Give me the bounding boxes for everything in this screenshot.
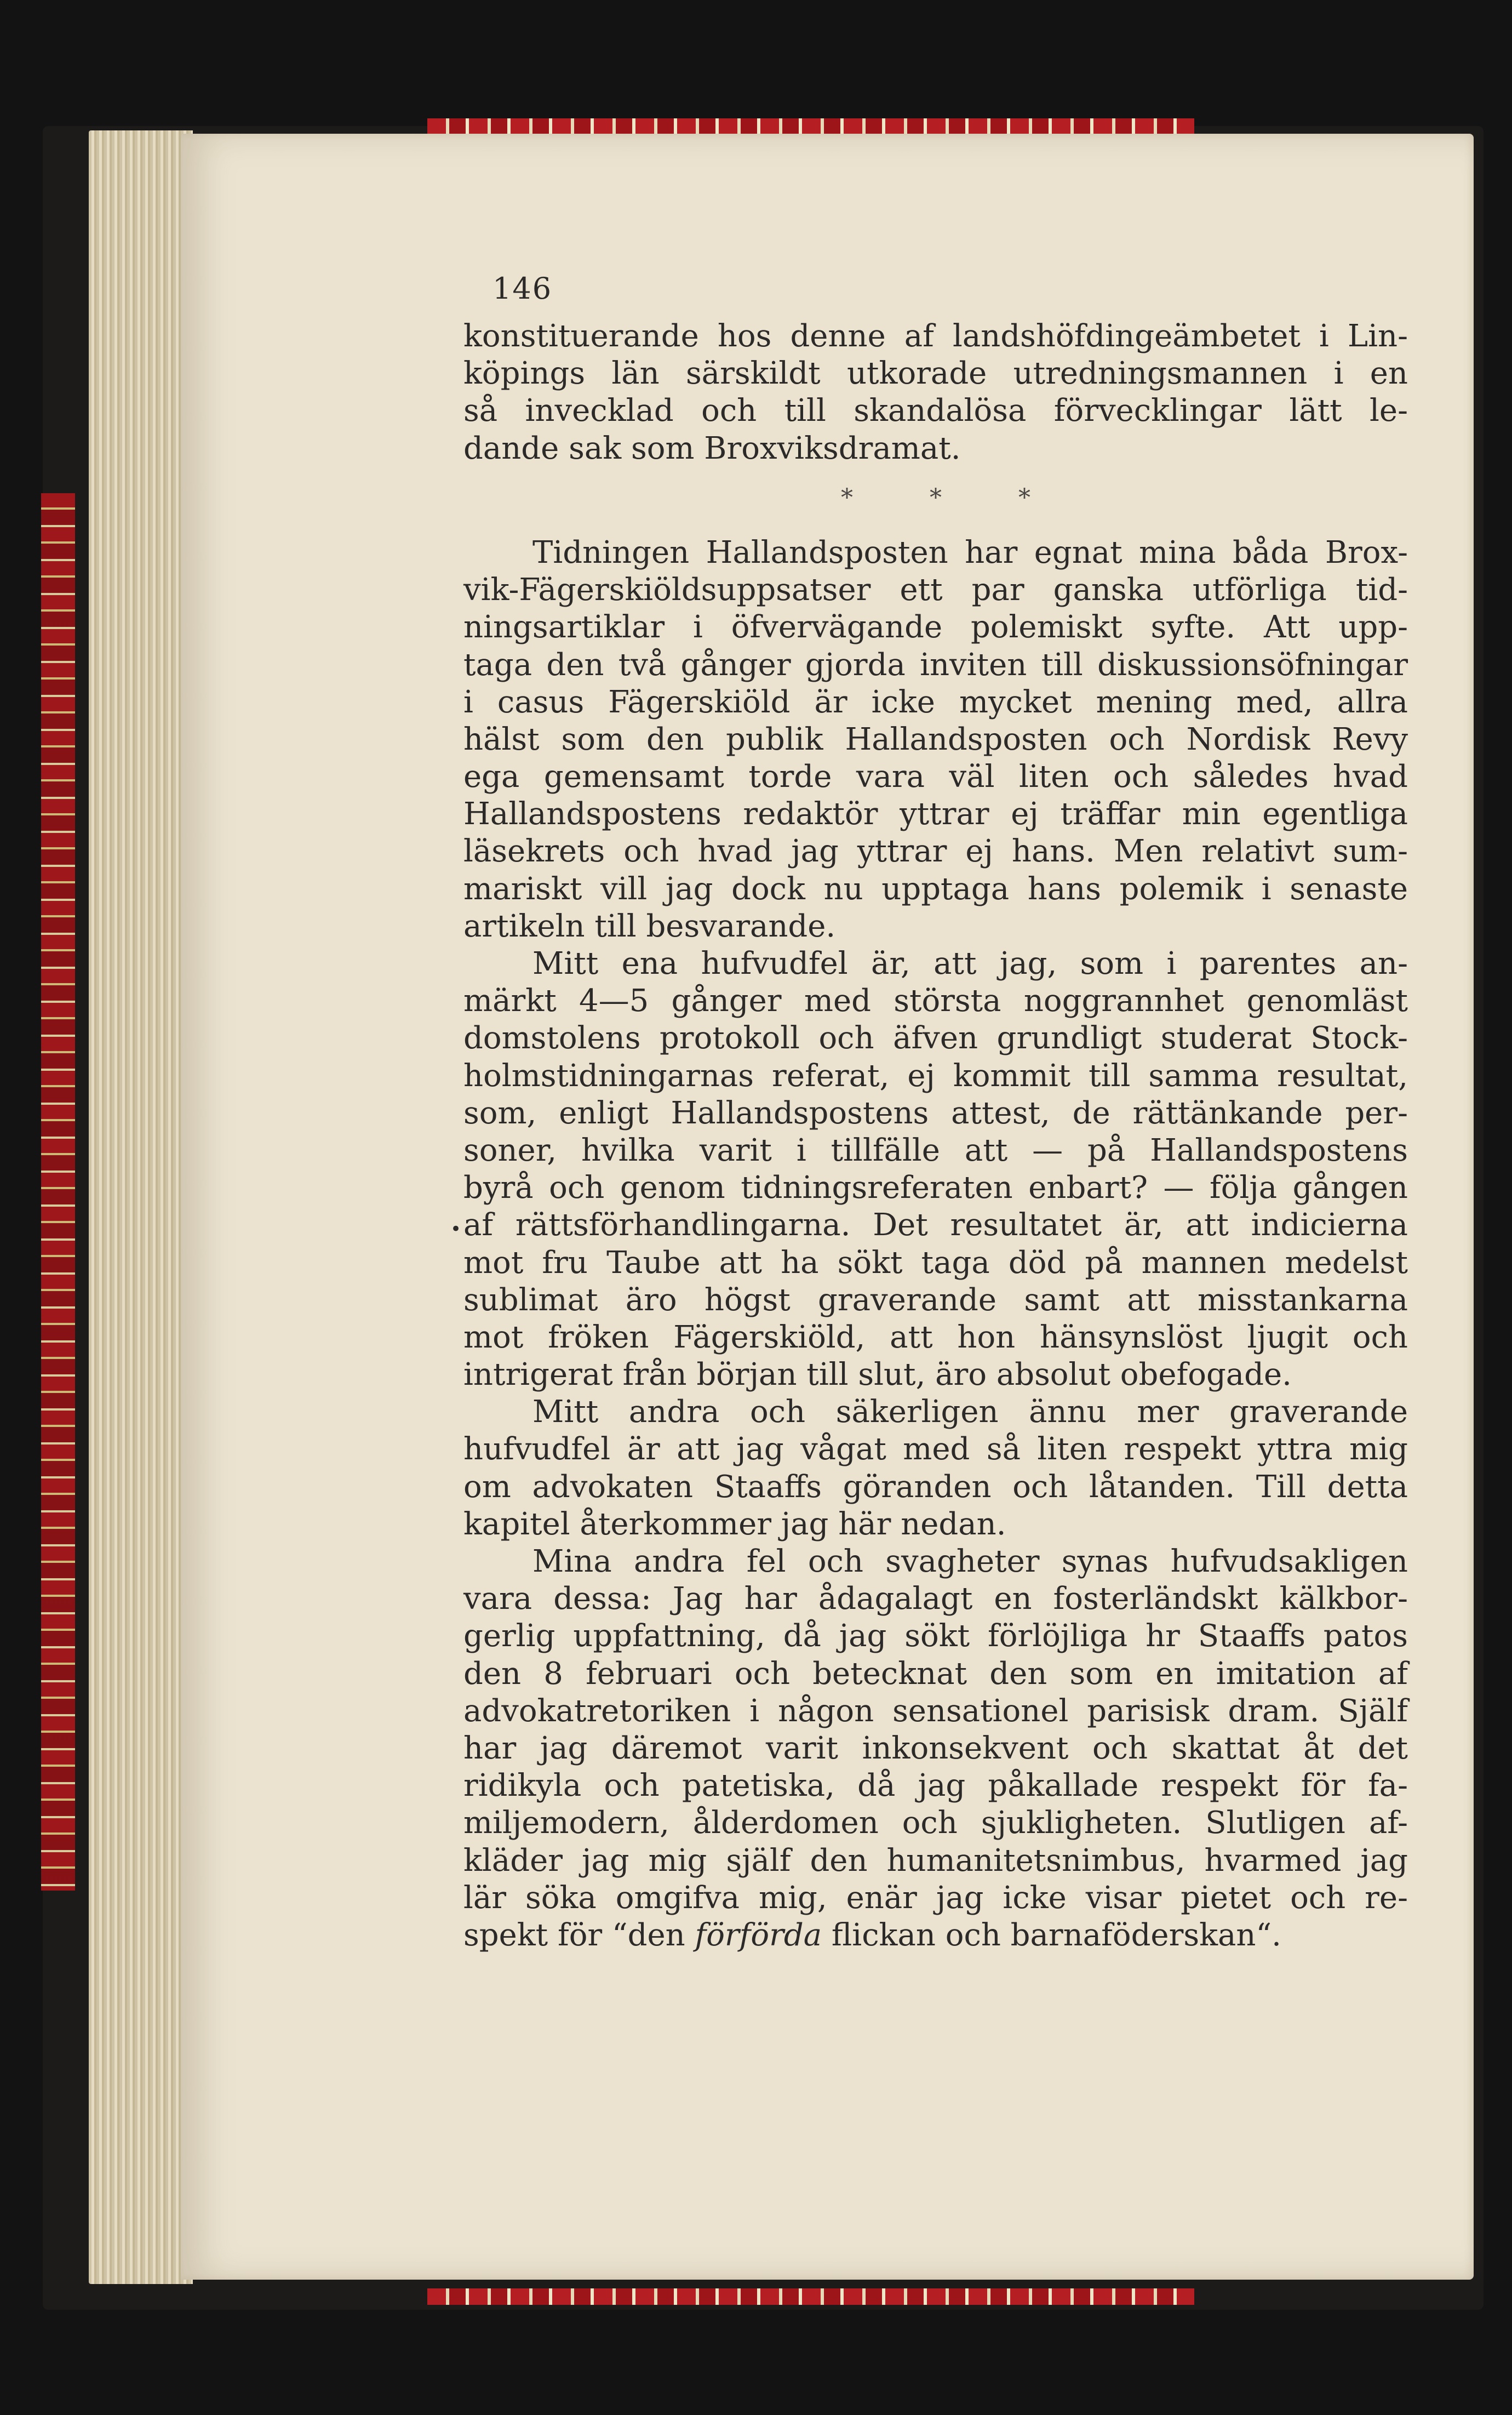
text-line: advokatretoriken i någon sensationel parisisk dram. Själf	[463, 1693, 1408, 1729]
text-line: köpings län särskildt utkorade utredningsmannen i en	[463, 356, 1408, 392]
decorative-top-border	[427, 118, 1194, 135]
paragraph-2	[463, 534, 1408, 945]
text-line: vara dessa: Jag har ådagalagt en fosterländskt kälkbor-	[463, 1581, 1408, 1617]
paragraph-4	[463, 1394, 1408, 1543]
text-line: som, enligt Hallandspostens attest, de rättänkande per-	[463, 1095, 1408, 1131]
text-line: Mitt andra och säkerligen ännu mer graverande	[532, 1394, 1408, 1430]
text-line: dande sak som Broxviksdramat.	[463, 430, 961, 466]
text-line: mariskt vill jag dock nu upptaga hans polemik i senaste	[463, 871, 1408, 907]
paragraph-3	[463, 945, 1408, 1394]
text-line: soner, hvilka varit i tillfälle att — på Hallandspostens	[463, 1132, 1408, 1168]
paragraph-5	[463, 1543, 1408, 1954]
text-line: Tidningen Hallandsposten har egnat mina båda Brox-	[532, 534, 1408, 570]
text-line: vik-Fägerskiöldsuppsatser ett par ganska utförliga tid-	[463, 572, 1408, 608]
asterisk-icon: *	[930, 483, 942, 512]
asterisk-icon: *	[841, 483, 853, 512]
page-text	[463, 318, 1408, 1954]
italic-word: förförda	[695, 1917, 822, 1953]
asterisk-icon: *	[1018, 483, 1030, 512]
text-line: intrigerat från början till slut, äro absolut obefogade.	[463, 1357, 1292, 1393]
text-line: mot fröken Fägerskiöld, att hon hänsynslöst ljugit och	[463, 1319, 1408, 1355]
text-line: om advokaten Staaffs göranden och låtanden. Till detta	[463, 1469, 1408, 1505]
text-segment: flickan och barnaföderskan“.	[822, 1917, 1281, 1953]
decorative-bottom-border	[427, 2288, 1194, 2305]
text-line: ridikyla och patetiska, då jag påkallade respekt för fa-	[463, 1768, 1408, 1804]
text-line: artikeln till besvarande.	[463, 908, 836, 944]
text-line: hälst som den publik Hallandsposten och Nordisk Revy	[463, 721, 1408, 757]
text-line: kapitel återkommer jag här nedan.	[463, 1506, 1006, 1542]
text-line: sublimat äro högst graverande samt att misstankarna	[463, 1282, 1408, 1318]
text-line: ega gemensamt torde vara väl liten och således hvad	[463, 759, 1408, 795]
text-line-final	[463, 1917, 1408, 1954]
text-line: i casus Fägerskiöld är icke mycket mening med, allra	[463, 684, 1408, 720]
section-break	[463, 477, 1408, 515]
margin-mark: •	[450, 1218, 462, 1240]
text-line: Hallandspostens redaktör yttrar ej träffar min egentliga	[463, 796, 1408, 832]
text-line: konstituerande hos denne af landshöfdingeämbetet i Lin-	[463, 318, 1408, 354]
text-line: kläder jag mig själf den humanitetsnimbus, hvarmed jag	[463, 1842, 1408, 1879]
text-line: byrå och genom tidningsreferaten enbart? — följa gången	[463, 1170, 1408, 1206]
text-line: mot fru Taube att ha sökt taga död på mannen medelst	[463, 1244, 1408, 1281]
text-line: taga den två gånger gjorda inviten till diskussionsöfningar	[463, 647, 1408, 683]
text-line: holmstidningarnas referat, ej kommit till samma resultat,	[463, 1058, 1408, 1094]
text-line: hufvudfel är att jag vågat med så liten respekt yttra mig	[463, 1431, 1408, 1468]
decorative-spine-border	[41, 493, 75, 1891]
text-line: läsekrets och hvad jag yttrar ej hans. Men relativt sum-	[463, 833, 1408, 870]
text-line: domstolens protokoll och äfven grundligt studerat Stock-	[463, 1020, 1408, 1057]
text-line: så invecklad och till skandalösa förvecklingar lätt le-	[463, 393, 1408, 429]
text-line: har jag däremot varit inkonsekvent och skattat åt det	[463, 1730, 1408, 1766]
text-line: ningsartiklar i öfvervägande polemiskt syfte. Att upp-	[463, 609, 1408, 646]
page-number: 146	[492, 271, 553, 306]
text-line: märkt 4—5 gånger med största noggrannhet genomläst	[463, 983, 1408, 1019]
text-line: miljemodern, ålderdomen och sjukligheten. Slutligen af-	[463, 1805, 1408, 1841]
text-line: lär söka omgifva mig, enär jag icke visar pietet och re-	[463, 1880, 1408, 1916]
text-segment: spekt för “den	[463, 1917, 695, 1953]
paragraph-1	[463, 318, 1408, 467]
text-line: gerlig uppfattning, då jag sökt förlöjliga hr Staaffs patos	[463, 1618, 1408, 1654]
text-line: Mitt ena hufvudfel är, att jag, som i parentes an-	[532, 946, 1408, 981]
text-line: af rättsförhandlingarna. Det resultatet är, att indicierna	[463, 1207, 1408, 1243]
page-edges	[89, 130, 193, 2284]
text-line: den 8 februari och betecknat den som en imitation af	[463, 1655, 1408, 1692]
text-line: Mina andra fel och svagheter synas hufvudsakligen	[532, 1544, 1408, 1579]
